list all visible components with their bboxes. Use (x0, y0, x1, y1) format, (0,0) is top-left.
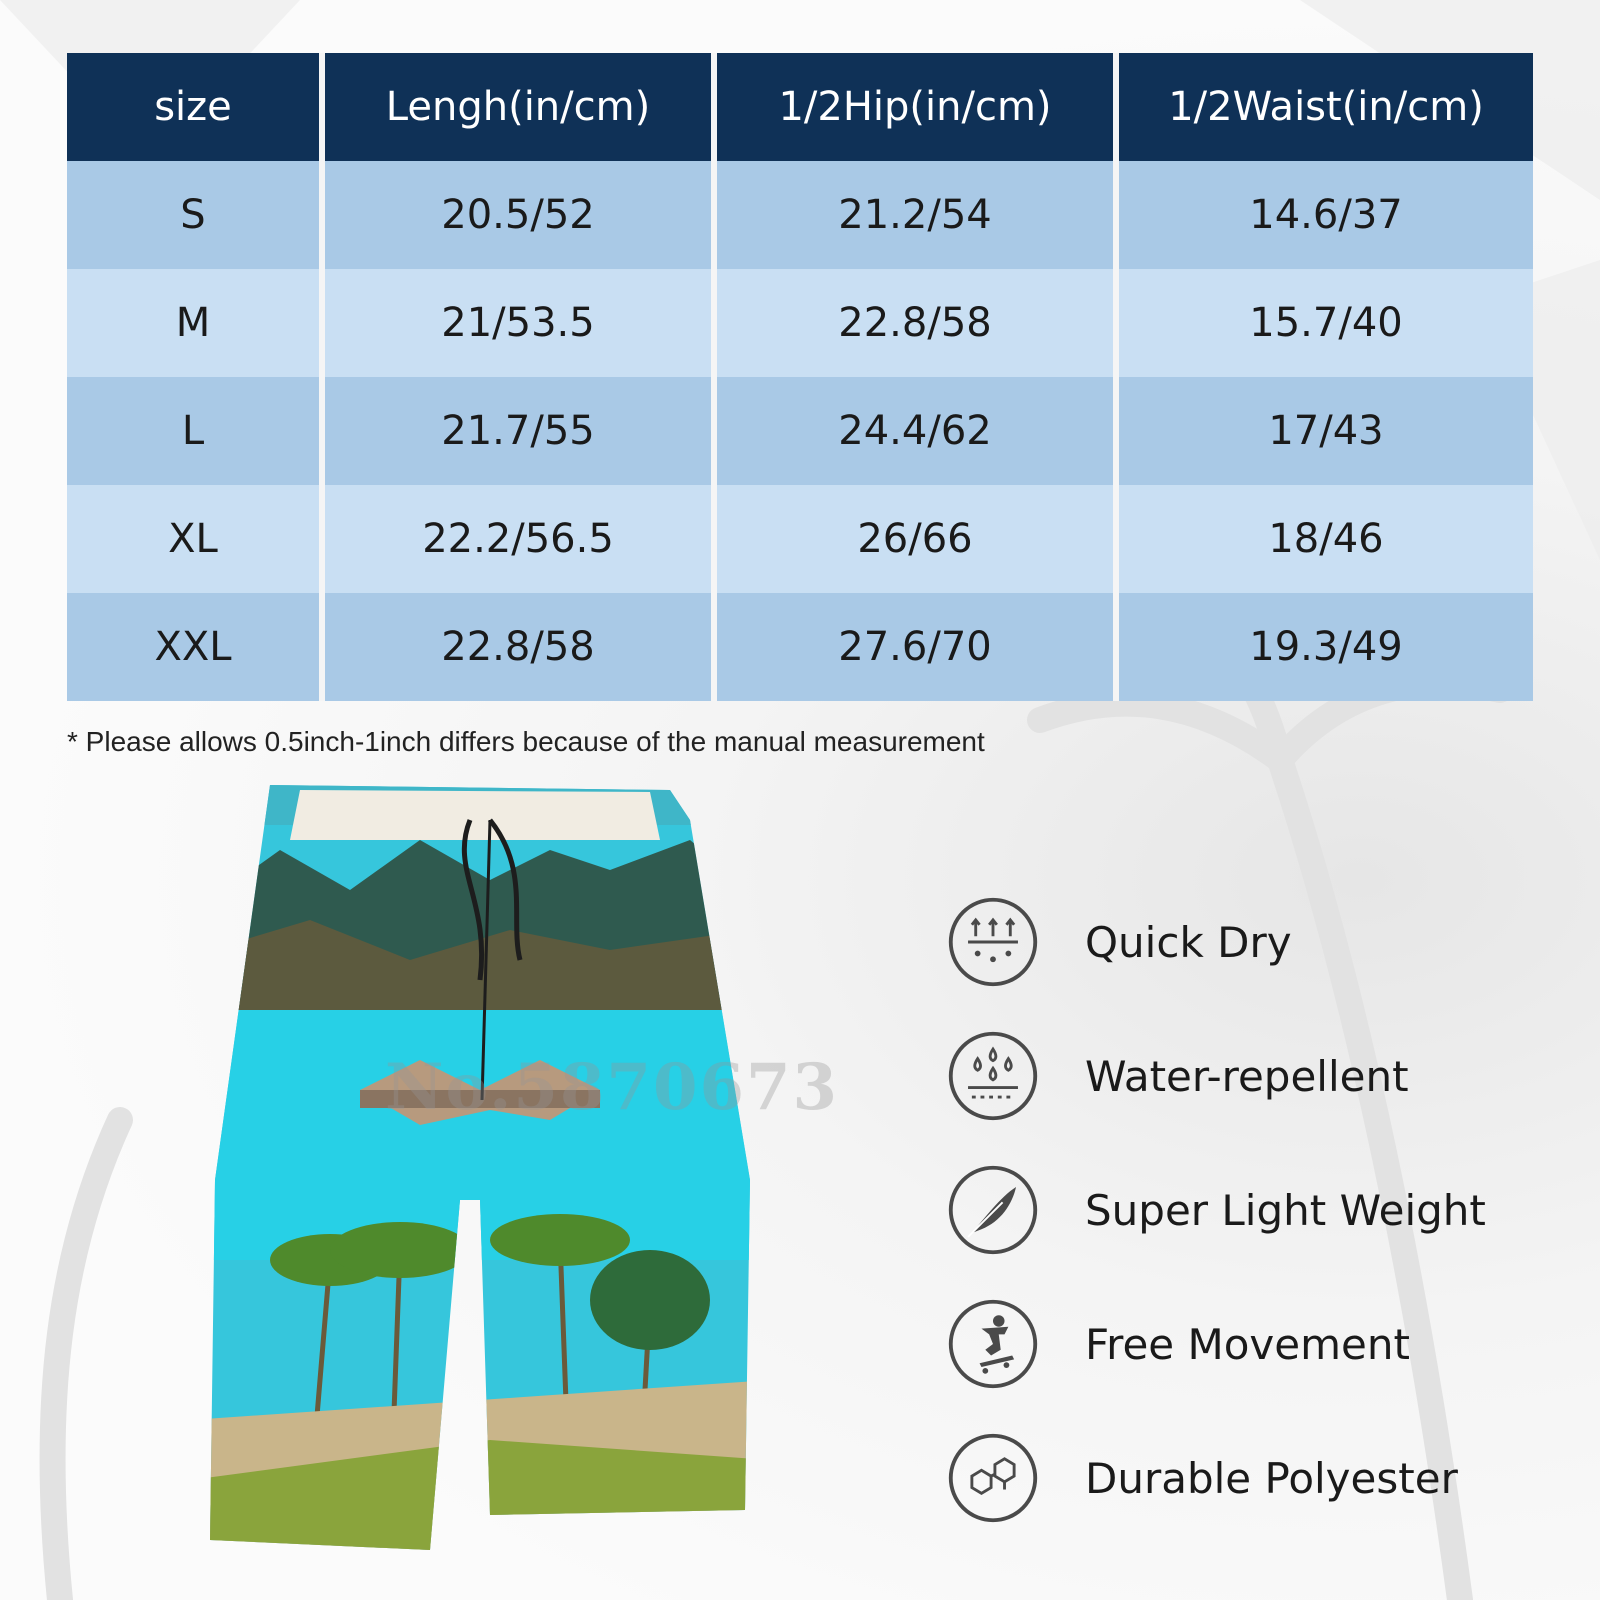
cell-waist: 17/43 (1119, 377, 1533, 485)
table-row (67, 161, 1533, 269)
feature-label-free-movement: Free Movement (1085, 1319, 1410, 1369)
feature-item (945, 1411, 1585, 1545)
feature-list (945, 875, 1585, 1545)
cell-waist: 15.7/40 (1119, 269, 1533, 377)
cell-length: 20.5/52 (325, 161, 717, 269)
feature-label-durable-polyester: Durable Polyester (1085, 1453, 1458, 1503)
skateboarder-icon (945, 1296, 1041, 1392)
table-row (67, 269, 1533, 377)
watermark: No.5870673 (385, 1050, 840, 1125)
feature-item (945, 1143, 1585, 1277)
cell-size: XXL (67, 593, 325, 701)
header-length: Lengh(in/cm) (325, 53, 717, 161)
feature-label-quick-dry: Quick Dry (1085, 917, 1292, 967)
feature-label-water-repellent: Water-repellent (1085, 1051, 1409, 1101)
cell-size: M (67, 269, 325, 377)
table-row (67, 377, 1533, 485)
cell-size: S (67, 161, 325, 269)
water-repellent-icon (945, 1028, 1041, 1124)
feature-item (945, 1009, 1585, 1143)
cell-hip: 21.2/54 (717, 161, 1119, 269)
board-shorts-image (190, 780, 770, 1580)
header-half-hip: 1/2Hip(in/cm) (717, 53, 1119, 161)
quick-dry-icon (945, 894, 1041, 990)
feature-item (945, 875, 1585, 1009)
feature-label-light-weight: Super Light Weight (1085, 1185, 1486, 1235)
header-size: size (67, 53, 325, 161)
size-chart-table (67, 53, 1533, 701)
table-row (67, 485, 1533, 593)
feather-icon (945, 1162, 1041, 1258)
cell-size: XL (67, 485, 325, 593)
cell-waist: 19.3/49 (1119, 593, 1533, 701)
cell-hip: 27.6/70 (717, 593, 1119, 701)
table-row (67, 593, 1533, 701)
cell-size: L (67, 377, 325, 485)
table-header-row (67, 53, 1533, 161)
cell-waist: 14.6/37 (1119, 161, 1533, 269)
cell-waist: 18/46 (1119, 485, 1533, 593)
header-half-waist: 1/2Waist(in/cm) (1119, 53, 1533, 161)
measurement-note: * Please allows 0.5inch-1inch differs because of the manual measurement (67, 726, 985, 757)
cell-hip: 26/66 (717, 485, 1119, 593)
cell-length: 21.7/55 (325, 377, 717, 485)
cell-hip: 24.4/62 (717, 377, 1119, 485)
cell-length: 22.8/58 (325, 593, 717, 701)
cell-hip: 22.8/58 (717, 269, 1119, 377)
cell-length: 21/53.5 (325, 269, 717, 377)
cell-length: 22.2/56.5 (325, 485, 717, 593)
molecule-icon (945, 1430, 1041, 1526)
feature-item (945, 1277, 1585, 1411)
